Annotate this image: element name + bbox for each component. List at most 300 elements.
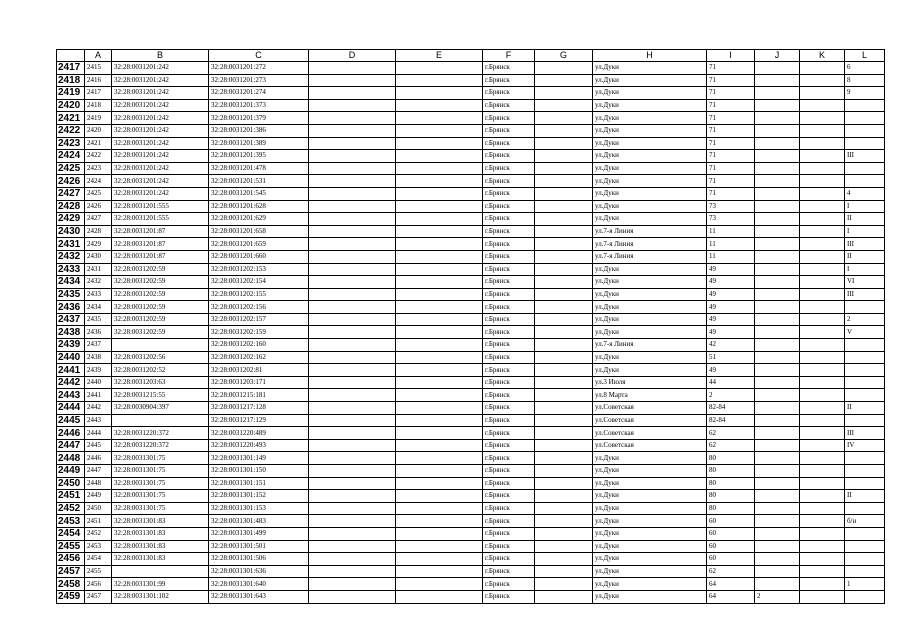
cell-col-i[interactable]: 80 <box>707 490 755 503</box>
cell-col-i[interactable]: 82-84 <box>707 402 755 415</box>
cell-col-h[interactable]: ул.Дуки <box>593 288 707 301</box>
cell-col-g[interactable] <box>535 87 593 100</box>
row-number-cell[interactable]: 2417 <box>57 62 85 75</box>
cell-col-e[interactable] <box>396 124 483 137</box>
cell-col-a[interactable]: 2435 <box>85 313 112 326</box>
cell-col-c[interactable]: 32:28:0031215:181 <box>209 389 309 402</box>
column-header-h[interactable]: H <box>593 50 707 62</box>
cell-col-k[interactable] <box>800 490 845 503</box>
cell-col-i[interactable]: 62 <box>707 439 755 452</box>
cell-col-a[interactable]: 2441 <box>85 389 112 402</box>
cell-col-c[interactable]: 32:28:0031201:274 <box>209 87 309 100</box>
cell-col-d[interactable] <box>309 213 396 226</box>
cell-col-e[interactable] <box>396 364 483 377</box>
cell-col-d[interactable] <box>309 250 396 263</box>
cell-col-i[interactable]: 73 <box>707 200 755 213</box>
cell-col-l[interactable]: II <box>845 250 885 263</box>
cell-col-k[interactable] <box>800 326 845 339</box>
cell-col-i[interactable]: 71 <box>707 112 755 125</box>
cell-col-d[interactable] <box>309 364 396 377</box>
cell-col-c[interactable]: 32:28:0031201:659 <box>209 238 309 251</box>
cell-col-l[interactable] <box>845 301 885 314</box>
cell-col-a[interactable]: 2436 <box>85 326 112 339</box>
cell-col-j[interactable] <box>755 339 800 352</box>
cell-col-e[interactable] <box>396 465 483 478</box>
cell-col-g[interactable] <box>535 225 593 238</box>
cell-col-g[interactable] <box>535 540 593 553</box>
cell-col-b[interactable]: 32:28:0031201:242 <box>112 175 209 188</box>
cell-col-i[interactable]: 71 <box>707 99 755 112</box>
column-header-g[interactable]: G <box>535 50 593 62</box>
cell-col-i[interactable]: 71 <box>707 162 755 175</box>
cell-col-c[interactable]: 32:28:0031301:643 <box>209 590 309 603</box>
cell-col-a[interactable]: 2452 <box>85 527 112 540</box>
cell-col-d[interactable] <box>309 590 396 603</box>
cell-col-d[interactable] <box>309 439 396 452</box>
cell-col-g[interactable] <box>535 527 593 540</box>
cell-col-b[interactable]: 32:28:0031301:83 <box>112 540 209 553</box>
cell-col-j[interactable] <box>755 477 800 490</box>
cell-col-k[interactable] <box>800 465 845 478</box>
cell-col-h[interactable]: ул.Дуки <box>593 465 707 478</box>
cell-col-l[interactable] <box>845 452 885 465</box>
cell-col-d[interactable] <box>309 527 396 540</box>
cell-col-c[interactable]: 32:28:0031201:660 <box>209 250 309 263</box>
row-number-cell[interactable]: 2434 <box>57 276 85 289</box>
cell-col-b[interactable]: 32:28:0031215:55 <box>112 389 209 402</box>
cell-col-c[interactable]: 32:28:0031201:545 <box>209 187 309 200</box>
cell-col-g[interactable] <box>535 301 593 314</box>
cell-col-f[interactable]: г.Брянск <box>483 364 535 377</box>
cell-col-b[interactable]: 32:28:0031301:99 <box>112 578 209 591</box>
cell-col-j[interactable] <box>755 578 800 591</box>
cell-col-l[interactable]: VI <box>845 276 885 289</box>
cell-col-f[interactable]: г.Брянск <box>483 502 535 515</box>
cell-col-d[interactable] <box>309 427 396 440</box>
cell-col-h[interactable]: ул.Дуки <box>593 351 707 364</box>
cell-col-a[interactable]: 2430 <box>85 250 112 263</box>
cell-col-j[interactable] <box>755 465 800 478</box>
cell-col-k[interactable] <box>800 200 845 213</box>
cell-col-l[interactable]: IV <box>845 439 885 452</box>
cell-col-c[interactable]: 32:28:0031301:483 <box>209 515 309 528</box>
cell-col-i[interactable]: 11 <box>707 225 755 238</box>
row-number-cell[interactable]: 2435 <box>57 288 85 301</box>
row-number-cell[interactable]: 2427 <box>57 187 85 200</box>
cell-col-a[interactable]: 2416 <box>85 74 112 87</box>
cell-col-g[interactable] <box>535 515 593 528</box>
cell-col-l[interactable]: III <box>845 427 885 440</box>
cell-col-b[interactable]: 32:28:0031201:87 <box>112 250 209 263</box>
row-number-cell[interactable]: 2420 <box>57 99 85 112</box>
cell-col-d[interactable] <box>309 402 396 415</box>
cell-col-h[interactable]: ул.Дуки <box>593 590 707 603</box>
cell-col-a[interactable]: 2450 <box>85 502 112 515</box>
cell-col-h[interactable]: ул.Дуки <box>593 540 707 553</box>
row-number-cell[interactable]: 2444 <box>57 402 85 415</box>
row-number-cell[interactable]: 2421 <box>57 112 85 125</box>
cell-col-c[interactable]: 32:28:0031217:129 <box>209 414 309 427</box>
cell-col-j[interactable] <box>755 150 800 163</box>
cell-col-b[interactable]: 32:28:0031301:75 <box>112 502 209 515</box>
cell-col-h[interactable]: ул.Дуки <box>593 313 707 326</box>
row-number-cell[interactable]: 2450 <box>57 477 85 490</box>
cell-col-g[interactable] <box>535 402 593 415</box>
cell-col-e[interactable] <box>396 515 483 528</box>
cell-col-l[interactable] <box>845 112 885 125</box>
cell-col-b[interactable]: 32:28:0031201:242 <box>112 112 209 125</box>
cell-col-e[interactable] <box>396 389 483 402</box>
cell-col-j[interactable] <box>755 162 800 175</box>
cell-col-f[interactable]: г.Брянск <box>483 553 535 566</box>
cell-col-h[interactable]: ул.7-я Линия <box>593 339 707 352</box>
cell-col-f[interactable]: г.Брянск <box>483 313 535 326</box>
row-number-cell[interactable]: 2446 <box>57 427 85 440</box>
cell-col-a[interactable]: 2432 <box>85 276 112 289</box>
cell-col-i[interactable]: 80 <box>707 477 755 490</box>
row-number-cell[interactable]: 2436 <box>57 301 85 314</box>
cell-col-a[interactable]: 2434 <box>85 301 112 314</box>
row-number-cell[interactable]: 2445 <box>57 414 85 427</box>
cell-col-g[interactable] <box>535 162 593 175</box>
cell-col-c[interactable]: 32:28:0031201:373 <box>209 99 309 112</box>
cell-col-a[interactable]: 2448 <box>85 477 112 490</box>
cell-col-k[interactable] <box>800 250 845 263</box>
cell-col-h[interactable]: ул.Дуки <box>593 74 707 87</box>
row-number-cell[interactable]: 2431 <box>57 238 85 251</box>
row-number-cell[interactable]: 2425 <box>57 162 85 175</box>
cell-col-j[interactable] <box>755 527 800 540</box>
cell-col-h[interactable]: ул.Дуки <box>593 137 707 150</box>
cell-col-c[interactable]: 32:28:0031220:489 <box>209 427 309 440</box>
cell-col-h[interactable]: ул.Дуки <box>593 162 707 175</box>
row-number-cell[interactable]: 2440 <box>57 351 85 364</box>
cell-col-h[interactable]: ул.3 Июля <box>593 376 707 389</box>
cell-col-e[interactable] <box>396 87 483 100</box>
cell-col-c[interactable]: 32:28:0031201:273 <box>209 74 309 87</box>
cell-col-b[interactable]: 32:28:0031201:242 <box>112 187 209 200</box>
cell-col-g[interactable] <box>535 313 593 326</box>
cell-col-f[interactable]: г.Брянск <box>483 439 535 452</box>
cell-col-f[interactable]: г.Брянск <box>483 213 535 226</box>
cell-col-d[interactable] <box>309 578 396 591</box>
cell-col-g[interactable] <box>535 502 593 515</box>
cell-col-k[interactable] <box>800 213 845 226</box>
cell-col-l[interactable]: I <box>845 225 885 238</box>
cell-col-j[interactable] <box>755 402 800 415</box>
cell-col-l[interactable]: 8 <box>845 74 885 87</box>
cell-col-k[interactable] <box>800 87 845 100</box>
cell-col-g[interactable] <box>535 124 593 137</box>
cell-col-i[interactable]: 71 <box>707 62 755 75</box>
cell-col-g[interactable] <box>535 62 593 75</box>
cell-col-c[interactable]: 32:28:0031201:272 <box>209 62 309 75</box>
cell-col-g[interactable] <box>535 112 593 125</box>
cell-col-l[interactable] <box>845 364 885 377</box>
cell-col-j[interactable] <box>755 313 800 326</box>
cell-col-d[interactable] <box>309 339 396 352</box>
cell-col-d[interactable] <box>309 515 396 528</box>
cell-col-i[interactable]: 42 <box>707 339 755 352</box>
cell-col-h[interactable]: ул.Дуки <box>593 364 707 377</box>
cell-col-f[interactable]: г.Брянск <box>483 376 535 389</box>
cell-col-e[interactable] <box>396 137 483 150</box>
cell-col-c[interactable]: 32:28:0031301:151 <box>209 477 309 490</box>
row-number-cell[interactable]: 2433 <box>57 263 85 276</box>
cell-col-i[interactable]: 62 <box>707 427 755 440</box>
cell-col-g[interactable] <box>535 452 593 465</box>
cell-col-h[interactable]: ул.Дуки <box>593 87 707 100</box>
cell-col-b[interactable]: 32:28:0031201:242 <box>112 99 209 112</box>
cell-col-d[interactable] <box>309 175 396 188</box>
cell-col-j[interactable] <box>755 200 800 213</box>
cell-col-h[interactable]: ул.Дуки <box>593 263 707 276</box>
cell-col-d[interactable] <box>309 376 396 389</box>
cell-col-g[interactable] <box>535 578 593 591</box>
cell-col-i[interactable]: 60 <box>707 515 755 528</box>
cell-col-d[interactable] <box>309 565 396 578</box>
cell-col-k[interactable] <box>800 112 845 125</box>
cell-col-b[interactable]: 32:28:0031202:59 <box>112 301 209 314</box>
cell-col-a[interactable]: 2428 <box>85 225 112 238</box>
cell-col-h[interactable]: ул.Дуки <box>593 62 707 75</box>
cell-col-d[interactable] <box>309 137 396 150</box>
cell-col-k[interactable] <box>800 74 845 87</box>
cell-col-b[interactable]: 32:28:0031202:59 <box>112 313 209 326</box>
cell-col-f[interactable]: г.Брянск <box>483 112 535 125</box>
cell-col-k[interactable] <box>800 187 845 200</box>
cell-col-f[interactable]: г.Брянск <box>483 301 535 314</box>
cell-col-h[interactable]: ул.Дуки <box>593 187 707 200</box>
cell-col-c[interactable]: 32:28:0031201:389 <box>209 137 309 150</box>
cell-col-f[interactable]: г.Брянск <box>483 540 535 553</box>
cell-col-c[interactable]: 32:28:0031217:128 <box>209 402 309 415</box>
cell-col-b[interactable]: 32:28:0031220:372 <box>112 427 209 440</box>
cell-col-j[interactable] <box>755 187 800 200</box>
cell-col-i[interactable]: 71 <box>707 150 755 163</box>
row-number-cell[interactable]: 2458 <box>57 578 85 591</box>
cell-col-e[interactable] <box>396 502 483 515</box>
cell-col-a[interactable]: 2449 <box>85 490 112 503</box>
cell-col-a[interactable]: 2433 <box>85 288 112 301</box>
cell-col-e[interactable] <box>396 490 483 503</box>
cell-col-j[interactable] <box>755 427 800 440</box>
cell-col-a[interactable]: 2419 <box>85 112 112 125</box>
cell-col-i[interactable]: 49 <box>707 301 755 314</box>
cell-col-b[interactable]: 32:28:0031202:59 <box>112 288 209 301</box>
cell-col-f[interactable]: г.Брянск <box>483 150 535 163</box>
cell-col-k[interactable] <box>800 389 845 402</box>
cell-col-b[interactable] <box>112 414 209 427</box>
cell-col-g[interactable] <box>535 150 593 163</box>
cell-col-i[interactable]: 71 <box>707 137 755 150</box>
cell-col-f[interactable]: г.Брянск <box>483 288 535 301</box>
column-header-c[interactable]: C <box>209 50 309 62</box>
cell-col-d[interactable] <box>309 225 396 238</box>
cell-col-a[interactable]: 2446 <box>85 452 112 465</box>
cell-col-e[interactable] <box>396 301 483 314</box>
cell-col-j[interactable]: 2 <box>755 590 800 603</box>
cell-col-j[interactable] <box>755 502 800 515</box>
cell-col-h[interactable]: ул.Дуки <box>593 578 707 591</box>
row-number-cell[interactable]: 2439 <box>57 339 85 352</box>
cell-col-k[interactable] <box>800 175 845 188</box>
cell-col-j[interactable] <box>755 213 800 226</box>
column-header-b[interactable]: B <box>112 50 209 62</box>
cell-col-h[interactable]: ул.Советская <box>593 402 707 415</box>
cell-col-f[interactable]: г.Брянск <box>483 87 535 100</box>
cell-col-c[interactable]: 32:28:0031203:171 <box>209 376 309 389</box>
cell-col-e[interactable] <box>396 99 483 112</box>
cell-col-e[interactable] <box>396 213 483 226</box>
cell-col-b[interactable]: 32:28:0031201:87 <box>112 238 209 251</box>
cell-col-d[interactable] <box>309 112 396 125</box>
row-number-cell[interactable]: 2430 <box>57 225 85 238</box>
cell-col-a[interactable]: 2431 <box>85 263 112 276</box>
cell-col-d[interactable] <box>309 351 396 364</box>
cell-col-j[interactable] <box>755 364 800 377</box>
cell-col-c[interactable]: 32:28:0031201:658 <box>209 225 309 238</box>
cell-col-h[interactable]: ул.7-я Линия <box>593 250 707 263</box>
cell-col-b[interactable]: 32:28:0031202:52 <box>112 364 209 377</box>
cell-col-j[interactable] <box>755 490 800 503</box>
cell-col-d[interactable] <box>309 276 396 289</box>
cell-col-l[interactable] <box>845 351 885 364</box>
cell-col-b[interactable]: 32:28:0031201:555 <box>112 213 209 226</box>
cell-col-b[interactable]: 32:28:0031201:242 <box>112 162 209 175</box>
cell-col-f[interactable]: г.Брянск <box>483 465 535 478</box>
cell-col-e[interactable] <box>396 150 483 163</box>
cell-col-k[interactable] <box>800 578 845 591</box>
cell-col-a[interactable]: 2454 <box>85 553 112 566</box>
cell-col-b[interactable]: 32:28:0031203:63 <box>112 376 209 389</box>
cell-col-g[interactable] <box>535 427 593 440</box>
cell-col-b[interactable]: 32:28:0031202:59 <box>112 326 209 339</box>
cell-col-k[interactable] <box>800 502 845 515</box>
cell-col-i[interactable]: 80 <box>707 502 755 515</box>
cell-col-e[interactable] <box>396 74 483 87</box>
cell-col-a[interactable]: 2424 <box>85 175 112 188</box>
cell-col-j[interactable] <box>755 452 800 465</box>
cell-col-h[interactable]: ул.Дуки <box>593 301 707 314</box>
row-number-cell[interactable]: 2428 <box>57 200 85 213</box>
cell-col-a[interactable]: 2422 <box>85 150 112 163</box>
cell-col-d[interactable] <box>309 150 396 163</box>
row-number-cell[interactable]: 2419 <box>57 87 85 100</box>
column-header-e[interactable]: E <box>396 50 483 62</box>
cell-col-k[interactable] <box>800 452 845 465</box>
cell-col-g[interactable] <box>535 276 593 289</box>
cell-col-j[interactable] <box>755 74 800 87</box>
cell-col-e[interactable] <box>396 578 483 591</box>
cell-col-h[interactable]: ул.Советская <box>593 439 707 452</box>
cell-col-e[interactable] <box>396 452 483 465</box>
cell-col-l[interactable] <box>845 553 885 566</box>
cell-col-k[interactable] <box>800 402 845 415</box>
cell-col-a[interactable]: 2417 <box>85 87 112 100</box>
cell-col-j[interactable] <box>755 389 800 402</box>
cell-col-i[interactable]: 62 <box>707 565 755 578</box>
corner-header[interactable] <box>57 50 85 62</box>
cell-col-d[interactable] <box>309 389 396 402</box>
cell-col-c[interactable]: 32:28:0031201:379 <box>209 112 309 125</box>
cell-col-g[interactable] <box>535 175 593 188</box>
cell-col-c[interactable]: 32:28:0031220:493 <box>209 439 309 452</box>
cell-col-g[interactable] <box>535 477 593 490</box>
row-number-cell[interactable]: 2451 <box>57 490 85 503</box>
cell-col-f[interactable]: г.Брянск <box>483 200 535 213</box>
cell-col-d[interactable] <box>309 465 396 478</box>
cell-col-d[interactable] <box>309 490 396 503</box>
cell-col-i[interactable]: 49 <box>707 364 755 377</box>
cell-col-j[interactable] <box>755 301 800 314</box>
cell-col-e[interactable] <box>396 225 483 238</box>
cell-col-g[interactable] <box>535 288 593 301</box>
cell-col-k[interactable] <box>800 339 845 352</box>
cell-col-k[interactable] <box>800 124 845 137</box>
cell-col-c[interactable]: 32:28:0031202:153 <box>209 263 309 276</box>
cell-col-f[interactable]: г.Брянск <box>483 490 535 503</box>
cell-col-b[interactable]: 32:28:0031201:555 <box>112 200 209 213</box>
cell-col-a[interactable]: 2445 <box>85 439 112 452</box>
cell-col-a[interactable]: 2421 <box>85 137 112 150</box>
cell-col-h[interactable]: ул.Дуки <box>593 515 707 528</box>
cell-col-j[interactable] <box>755 175 800 188</box>
cell-col-f[interactable]: г.Брянск <box>483 402 535 415</box>
row-number-cell[interactable]: 2447 <box>57 439 85 452</box>
cell-col-l[interactable] <box>845 175 885 188</box>
cell-col-k[interactable] <box>800 62 845 75</box>
cell-col-f[interactable]: г.Брянск <box>483 225 535 238</box>
cell-col-b[interactable]: 32:28:0031201:242 <box>112 150 209 163</box>
cell-col-c[interactable]: 32:28:0031201:395 <box>209 150 309 163</box>
cell-col-i[interactable]: 71 <box>707 87 755 100</box>
cell-col-c[interactable]: 32:28:0031202:156 <box>209 301 309 314</box>
cell-col-a[interactable]: 2439 <box>85 364 112 377</box>
cell-col-c[interactable]: 32:28:0031301:636 <box>209 565 309 578</box>
cell-col-e[interactable] <box>396 238 483 251</box>
cell-col-l[interactable]: II <box>845 490 885 503</box>
cell-col-d[interactable] <box>309 99 396 112</box>
cell-col-c[interactable]: 32:28:0031301:501 <box>209 540 309 553</box>
cell-col-e[interactable] <box>396 276 483 289</box>
cell-col-k[interactable] <box>800 427 845 440</box>
cell-col-h[interactable]: ул.Дуки <box>593 124 707 137</box>
cell-col-h[interactable]: ул.Советская <box>593 427 707 440</box>
cell-col-a[interactable]: 2443 <box>85 414 112 427</box>
cell-col-g[interactable] <box>535 490 593 503</box>
cell-col-i[interactable]: 64 <box>707 590 755 603</box>
cell-col-d[interactable] <box>309 313 396 326</box>
cell-col-l[interactable]: II <box>845 213 885 226</box>
cell-col-i[interactable]: 51 <box>707 351 755 364</box>
cell-col-e[interactable] <box>396 477 483 490</box>
cell-col-c[interactable]: 32:28:0031202:157 <box>209 313 309 326</box>
cell-col-d[interactable] <box>309 200 396 213</box>
cell-col-g[interactable] <box>535 238 593 251</box>
cell-col-l[interactable]: III <box>845 238 885 251</box>
cell-col-i[interactable]: 11 <box>707 238 755 251</box>
cell-col-c[interactable]: 32:28:0031202:154 <box>209 276 309 289</box>
cell-col-c[interactable]: 32:28:0031301:149 <box>209 452 309 465</box>
cell-col-e[interactable] <box>396 250 483 263</box>
cell-col-f[interactable]: г.Брянск <box>483 276 535 289</box>
cell-col-b[interactable]: 32:28:0031201:242 <box>112 87 209 100</box>
cell-col-i[interactable]: 2 <box>707 389 755 402</box>
cell-col-g[interactable] <box>535 590 593 603</box>
cell-col-c[interactable]: 32:28:0031201:386 <box>209 124 309 137</box>
cell-col-a[interactable]: 2427 <box>85 213 112 226</box>
